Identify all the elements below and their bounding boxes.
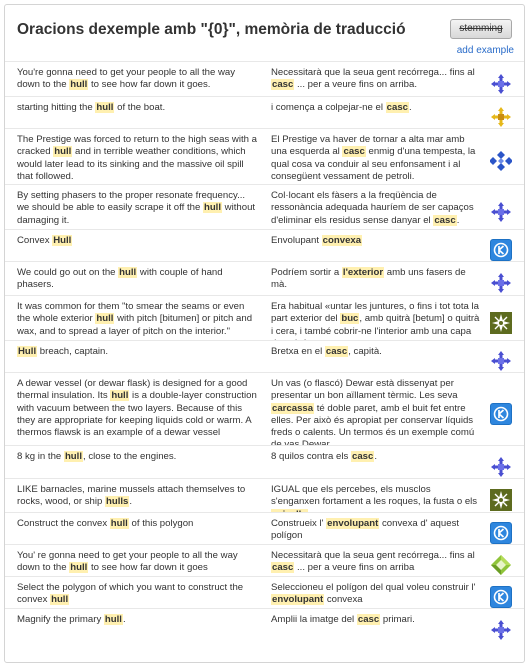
source-sentence (5, 609, 259, 642)
cross-purple-icon[interactable] (490, 272, 512, 294)
star-olive-icon[interactable] (490, 489, 512, 511)
target-sentence (259, 373, 480, 445)
highlighted-term: hull (119, 267, 137, 278)
sentence-text: Necessitarà que la seua gent recórrega... fins al (271, 550, 475, 561)
sentence-text: and in terrible weather conditions, which would later lead to its sinking and the massive oil spill that followed. (17, 146, 246, 182)
target-sentence (259, 341, 480, 372)
sentence-text: breach, captain. (37, 346, 109, 357)
sentence-text: of the boat. (114, 102, 166, 113)
source-project-cell (480, 446, 524, 478)
source-project-cell (480, 341, 524, 372)
kde-icon[interactable] (490, 403, 512, 425)
source-sentence (5, 129, 259, 184)
highlighted-term: hull (64, 451, 82, 462)
sentence-text: té doble paret, amb el buit fet entre elles. Per això és apropiat per conservar líquids freds o calents. Un termos és un exemple comú (271, 402, 475, 439)
kde-icon[interactable] (490, 522, 512, 544)
target-sentence (259, 609, 480, 642)
sentence-text: , close to the engines. (83, 451, 177, 462)
target-sentence (259, 230, 480, 261)
source-sentence (5, 479, 259, 512)
panel-title: Oracions dexemple amb "{0}", memòria de traducció (17, 21, 406, 38)
example-row (5, 128, 524, 184)
source-sentence (5, 577, 259, 608)
sentence-text: to see how far down it goes (88, 562, 208, 574)
highlighted-term: hull (96, 313, 114, 325)
source-sentence (5, 62, 259, 96)
source-project-cell (480, 129, 524, 184)
panel-header (5, 5, 524, 61)
target-sentence (259, 296, 480, 340)
highlighted-term: casc (434, 214, 456, 226)
sentence-text: Magnify the primary (17, 614, 104, 625)
target-sentence (259, 577, 480, 608)
source-project-cell (480, 296, 524, 340)
sentence-text: 8 kg in the (17, 451, 64, 462)
source-sentence (5, 97, 259, 128)
example-row (5, 184, 524, 229)
source-project-cell (480, 62, 524, 96)
sentence-text: Construct the convex (17, 518, 110, 529)
sentence-text: . (129, 496, 133, 508)
source-project-cell (480, 545, 524, 576)
example-row (5, 544, 524, 576)
highlighted-term: hull (104, 614, 122, 625)
sentence-text: We could go out on the (17, 267, 119, 278)
highlighted-term: casc (343, 146, 365, 158)
sentence-text: Construeix l' (271, 518, 327, 529)
sentence-text: amb uns fasers de mà. (271, 267, 466, 291)
target-sentence (259, 513, 480, 544)
source-project-cell (480, 230, 524, 261)
sentence-text: You're gonna need to get your people to all the way down to the (17, 67, 236, 91)
highlighted-term: hulls (105, 496, 129, 508)
source-sentence (5, 373, 259, 445)
sentence-text: It was common for them "to smear the seams or even the whole exterior (17, 301, 245, 325)
highlighted-term: envolupant (272, 594, 324, 606)
highlighted-term: hull (70, 562, 88, 574)
sentence-text: . (374, 451, 378, 462)
sentence-text: Col·locant els fàsers a la freqüència de ressonància adequada hauríem de ser capaços d'eliminar els residus sense danyar el (271, 190, 474, 226)
target-sentence (259, 97, 480, 128)
sentence-text: convexa d' aquest polígon (271, 518, 460, 542)
sentence-text: By setting phasers to the proper resonate frequency... we should be able to easily scrape it off the (17, 190, 246, 214)
example-row (5, 512, 524, 544)
sentence-text: without damaging it. (17, 202, 256, 226)
source-sentence (5, 230, 259, 261)
cross-yellow-icon[interactable] (490, 106, 512, 128)
highlighted-term: casc (357, 614, 380, 625)
example-row (5, 229, 524, 261)
source-sentence (5, 545, 259, 576)
highlighted-term: hull (54, 146, 72, 158)
target-sentence (259, 185, 480, 229)
sentence-text: Select the polygon of which you want to construct the convex (17, 582, 244, 606)
highlighted-term: casc (272, 79, 294, 91)
source-sentence (5, 341, 259, 372)
sentence-text: i comença a colpejar-ne el (271, 102, 386, 113)
source-sentence (5, 296, 259, 340)
highlighted-term: Hull (18, 346, 37, 357)
sentence-text: A dewar vessel (or dewar flask) is designed for a good thermal insulation. Its (17, 378, 248, 402)
sentence-text: Era habitual «untar les juntures, o fins i tot tota la part exterior del (271, 301, 479, 325)
highlighted-term: casc (386, 102, 408, 113)
diamond-green-icon[interactable] (490, 554, 512, 576)
example-row (5, 478, 524, 512)
star-olive-icon[interactable] (490, 312, 512, 334)
highlighted-term: hull (70, 79, 88, 91)
example-row (5, 340, 524, 372)
highlighted-term: casc (325, 346, 348, 357)
sentence-text: starting hitting the (17, 102, 96, 113)
sentence-text: IGUAL que els percebes, els musclos s'enganxen fortament a les roques, la fusta o els (271, 484, 478, 508)
source-project-cell (480, 609, 524, 642)
kde-icon[interactable] (490, 239, 512, 261)
target-sentence (259, 129, 480, 184)
sentence-text: Amplii la imatge del (271, 614, 357, 625)
example-row (5, 261, 524, 295)
example-row (5, 372, 524, 445)
highlighted-term: l'exterior (342, 267, 384, 278)
highlighted-term: casc (272, 562, 294, 574)
target-sentence (259, 446, 480, 478)
sentence-text: The Prestige was forced to return to the high seas with a cracked (17, 134, 257, 158)
highlighted-term: Hull (53, 235, 72, 246)
sentence-text: , amb quitrà [betum] o quitrà i cera, i també cobrir-ne l'interior amb una capa (271, 313, 480, 337)
target-sentence (259, 62, 480, 96)
target-sentence (259, 479, 480, 512)
highlighted-term: carcassa (272, 402, 314, 414)
source-project-cell (480, 479, 524, 512)
source-sentence (5, 513, 259, 544)
highlighted-term: hull (51, 594, 69, 606)
source-project-cell (480, 97, 524, 128)
sentence-text: Podríem sortir a (271, 267, 342, 278)
sentence-text: is a double-layer construction with vacuum between the two layers. Because of this they are appropriate for keeping liquids cold or warm. A thermos flawsk is an example of a dewar vessel (17, 390, 257, 439)
sentence-text: Bretxa en el (271, 346, 325, 357)
cross-purple-icon[interactable] (490, 619, 512, 641)
sentence-text: . (456, 214, 460, 226)
source-sentence (5, 185, 259, 229)
cross-purple-icon[interactable] (490, 350, 512, 372)
sentence-text: ... per a veure fins on arriba. (294, 79, 417, 91)
translation-memory-panel (4, 4, 525, 663)
sentence-text: enmig d'una tempesta, la qual cosa va conduir al seu enfonsament i al consegüent vessament de petroli. (271, 146, 476, 182)
highlighted-term: hull (96, 102, 114, 113)
highlighted-term: buc (341, 313, 359, 325)
sentence-text: of this polygon (128, 518, 194, 529)
sentence-text: Seleccioneu el polígon del qual voleu construir l' (271, 582, 476, 593)
example-row (5, 96, 524, 128)
highlighted-term: hull (203, 202, 222, 214)
sentence-text: You' re gonna need to get your people to all the way down to the (17, 550, 238, 574)
highlighted-term: casc (352, 451, 374, 462)
sentence-text: with couple of hand phasers. (17, 267, 223, 291)
example-list (5, 61, 524, 642)
source-project-cell (480, 577, 524, 608)
example-row (5, 608, 524, 642)
sentence-text: . (409, 102, 412, 113)
source-sentence (5, 262, 259, 295)
sentence-text: Envolupant (271, 235, 322, 246)
sentence-text: 8 quilos contra els (271, 451, 351, 462)
example-row (5, 576, 524, 608)
sentence-text: Necessitarà que la seua gent recórrega... fins al (271, 67, 475, 78)
sentence-text: with pitch [bitumen] or pitch and wax, and to spread a layer of pitch on the interior." (17, 313, 253, 337)
sentence-text: primari. (380, 614, 415, 625)
cross-purple-icon[interactable] (490, 201, 512, 223)
cross-purple-icon[interactable] (490, 456, 512, 478)
cross-purple-icon[interactable] (490, 73, 512, 95)
source-project-cell (480, 373, 524, 445)
sentence-text: El Prestige va haver de tornar a alta mar amb una esquerda al (271, 134, 465, 158)
target-sentence (259, 545, 480, 576)
kde-icon[interactable] (490, 586, 512, 608)
sentence-text: Convex (17, 235, 53, 246)
stemming-button[interactable]: stemming (450, 19, 512, 39)
sentence-text: Un vas (o flascó) Dewar està dissenyat per presentar un bon aïllament tèrmic. Les seva (271, 378, 458, 402)
example-row (5, 295, 524, 340)
sentence-text: ... per a veure fins on arriba (294, 562, 415, 574)
source-project-cell (480, 262, 524, 295)
source-project-cell (480, 185, 524, 229)
highlighted-term: hull (111, 390, 129, 402)
example-row (5, 61, 524, 96)
diamonds-blue-icon[interactable] (490, 150, 512, 172)
highlighted-term: hull (110, 518, 128, 529)
highlighted-term: envolupant (327, 518, 379, 529)
highlighted-term: convexa (322, 235, 362, 246)
source-project-cell (480, 513, 524, 544)
example-row (5, 445, 524, 478)
sentence-text: . (122, 614, 126, 625)
add-example-link[interactable]: add example (456, 45, 514, 56)
source-sentence (5, 446, 259, 478)
sentence-text: convexa (324, 594, 363, 606)
sentence-text: LIKE barnacles, marine mussels attach themselves to rocks, wood, or ship (17, 484, 246, 508)
target-sentence (259, 262, 480, 295)
sentence-text: to see how far down it goes. (88, 79, 211, 91)
sentence-text: , capità. (348, 346, 382, 357)
